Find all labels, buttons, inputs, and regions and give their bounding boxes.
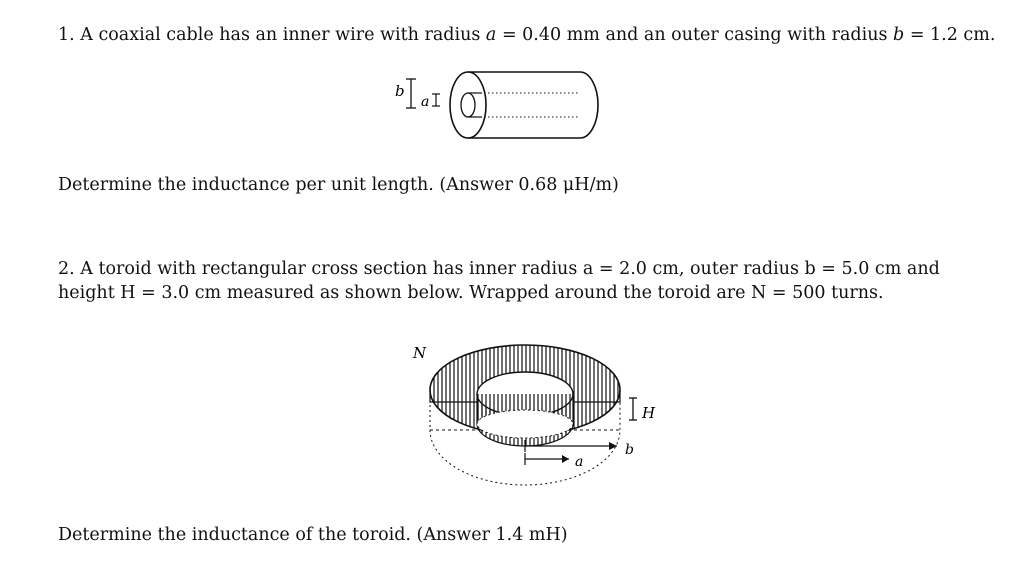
coaxial-cable-figure: [390, 66, 610, 146]
problem2-question: Determine the inductance of the toroid. (Answer 1.4 mH): [58, 525, 568, 545]
var-b: b: [893, 25, 905, 45]
toroid-figure: [405, 330, 675, 500]
problem1-statement: [58, 24, 995, 46]
label-a: a: [421, 94, 430, 110]
label-b: b: [395, 82, 405, 100]
label-N: N: [413, 344, 427, 362]
problem1-eq-b: = 1.2 cm.: [909, 25, 996, 45]
problem2-statement-line1: 2. A toroid with rectangular cross section has inner radius a = 2.0 cm, outer radius b = 5.0 cm and: [58, 259, 940, 279]
problem1-prefix: 1. A coaxial cable has an inner wire with radius: [58, 25, 481, 45]
label-a-toroid: a: [575, 454, 584, 470]
problem1-question: Determine the inductance per unit length. (Answer 0.68 μH/m): [58, 175, 619, 195]
label-H: H: [642, 404, 656, 422]
var-a: a: [485, 25, 497, 45]
problem2-statement-line2: height H = 3.0 cm measured as shown below. Wrapped around the toroid are N = 500 turns.: [58, 283, 884, 303]
label-b-toroid: b: [625, 442, 634, 458]
problem1-eq-a: = 0.40 mm and an outer casing with radius: [501, 25, 888, 45]
